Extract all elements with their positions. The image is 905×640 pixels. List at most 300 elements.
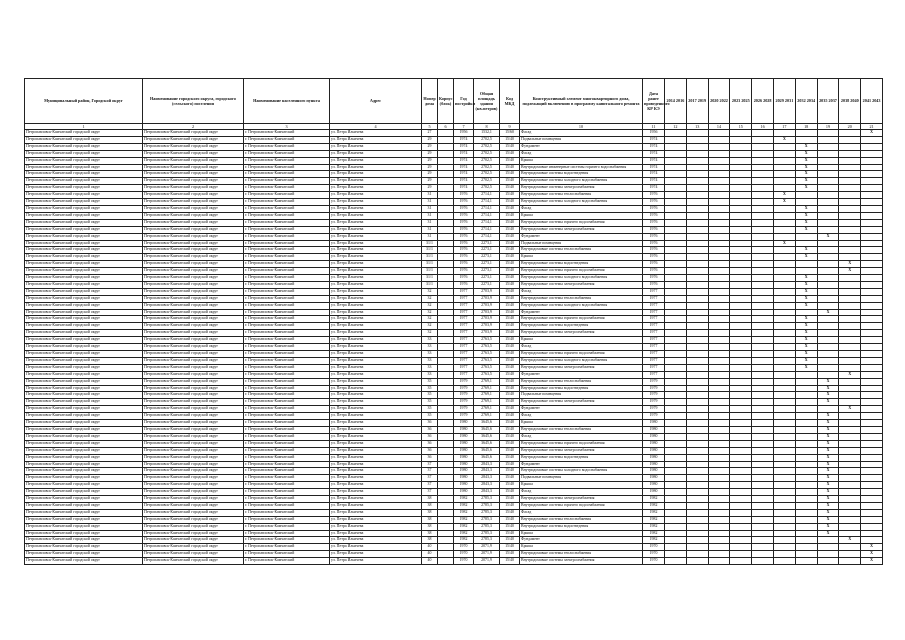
year-built-cell: 1977 [454,309,474,316]
period-mark-cell [861,413,883,420]
period-mark-cell [795,192,817,199]
period-mark-cell [773,330,795,337]
year-built-cell: 1956 [454,130,474,137]
period-mark-cell [665,233,687,240]
address-cell: ул. Петра Ильичева [330,413,422,420]
locality-cell: г. Петропавловск-Камчатский [244,150,330,157]
total-area-cell: 2769,1 [474,413,500,420]
period-mark-cell: X [817,447,839,454]
period-mark-cell [773,468,795,475]
block-cell [438,426,454,433]
year-built-cell: 1980 [454,420,474,427]
locality-cell: г. Петропавловск-Камчатский [244,502,330,509]
period-mark-cell [861,316,883,323]
period-mark-cell [839,344,861,351]
period-mark-cell [773,302,795,309]
period-mark-cell [665,454,687,461]
period-mark-cell [839,516,861,523]
house-number-cell: 35 [422,378,438,385]
period-mark-cell [773,344,795,351]
mkd-code-cell: 15/40 [500,330,520,337]
period-mark-cell [708,178,730,185]
period-mark-cell [839,482,861,489]
table-row [25,337,883,344]
period-mark-cell [839,468,861,475]
period-mark-cell [708,281,730,288]
structural-element-cell: Крыша [520,157,643,164]
period-mark-cell [839,413,861,420]
block-cell [438,544,454,551]
period-mark-cell: X [861,551,883,558]
year-built-cell: 1980 [454,475,474,482]
period-mark-cell [752,185,774,192]
block-cell [438,516,454,523]
period-mark-cell [686,281,708,288]
period-mark-cell: X [795,254,817,261]
block-cell [438,205,454,212]
mkd-code-cell: 15/40 [500,406,520,413]
structural-element-cell: Крыша [520,530,643,537]
period-mark-cell [686,551,708,558]
address-cell: ул. Петра Ильичева [330,295,422,302]
year-built-cell: 1976 [454,233,474,240]
period-mark-cell [665,468,687,475]
period-mark-cell [795,233,817,240]
mkd-code-cell: 15/40 [500,509,520,516]
year-built-cell: 1982 [454,523,474,530]
period-mark-cell [665,530,687,537]
total-area-cell: 2273,1 [474,281,500,288]
period-mark-cell [665,275,687,282]
locality-cell: г. Петропавловск-Камчатский [244,489,330,496]
block-cell [438,240,454,247]
period-mark-cell [773,261,795,268]
previous-repair-date-cell: 1976 [643,192,665,199]
total-area-cell: 3645,6 [474,454,500,461]
period-mark-cell [795,399,817,406]
period-mark-cell [861,364,883,371]
column-header: 2041 2043 [861,79,883,124]
period-mark-cell [752,199,774,206]
period-mark-cell [861,489,883,496]
period-mark-cell [686,496,708,503]
period-mark-cell [686,233,708,240]
period-mark-cell [665,558,687,565]
total-area-cell: 2702,5 [474,171,500,178]
structural-element-cell: Внутридомовые системы электроснабжения [520,281,643,288]
period-mark-cell [752,130,774,137]
period-mark-cell [817,316,839,323]
total-area-cell: 2273,1 [474,261,500,268]
total-area-cell: 2273,1 [474,247,500,254]
period-mark-cell [773,509,795,516]
period-mark-cell: X [795,302,817,309]
period-mark-cell [839,454,861,461]
period-mark-cell [665,385,687,392]
period-mark-cell [752,212,774,219]
period-mark-cell [686,509,708,516]
block-cell [438,502,454,509]
header-row [25,79,883,124]
period-mark-cell [686,150,708,157]
previous-repair-date-cell: 1977 [643,309,665,316]
period-mark-cell [752,461,774,468]
period-mark-cell [795,385,817,392]
structural-element-cell: Внутридомовые системы электроснабжения [520,185,643,192]
locality-cell: г. Петропавловск-Камчатский [244,288,330,295]
period-mark-cell [795,406,817,413]
period-mark-cell [730,420,752,427]
mkd-code-cell: 15/40 [500,226,520,233]
settlement-cell: Петропавловск-Камчатский городской округ [143,226,244,233]
period-mark-cell [686,143,708,150]
period-mark-cell [861,288,883,295]
period-mark-cell [708,185,730,192]
period-mark-cell: X [861,130,883,137]
period-mark-cell: X [795,212,817,219]
period-mark-cell [773,558,795,565]
locality-cell: г. Петропавловск-Камчатский [244,523,330,530]
period-mark-cell [708,502,730,509]
period-mark-cell [839,551,861,558]
house-number-cell: 36 [422,426,438,433]
period-mark-cell: X [795,226,817,233]
mkd-code-cell: 15/40 [500,247,520,254]
period-mark-cell [839,330,861,337]
period-mark-cell [817,247,839,254]
previous-repair-date-cell: 1977 [643,344,665,351]
mkd-code-cell: 15/40 [500,199,520,206]
address-cell: ул. Петра Ильичева [330,205,422,212]
previous-repair-date-cell: 1976 [643,205,665,212]
district-cell: Петропавловск-Камчатский городской округ [25,275,143,282]
period-mark-cell [839,226,861,233]
period-mark-cell [752,164,774,171]
period-mark-cell [795,447,817,454]
column-header: Общая площадь здания (кв.метров) [474,79,500,124]
table-row [25,509,883,516]
period-mark-cell [686,385,708,392]
address-cell: ул. Петра Ильичева [330,461,422,468]
column-header: 2038 2040 [839,79,861,124]
previous-repair-date-cell: 1956 [643,130,665,137]
address-cell: ул. Петра Ильичева [330,309,422,316]
previous-repair-date-cell: 1976 [643,212,665,219]
mkd-code-cell: 15/40 [500,337,520,344]
total-area-cell: 2703,9 [474,302,500,309]
period-mark-cell [817,143,839,150]
total-area-cell: 2785,3 [474,502,500,509]
locality-cell: г. Петропавловск-Камчатский [244,130,330,137]
structural-element-cell: Фундамент [520,309,643,316]
period-mark-cell [730,261,752,268]
block-cell [438,268,454,275]
mkd-code-cell: 15/40 [500,530,520,537]
period-mark-cell [665,330,687,337]
period-mark-cell [665,157,687,164]
previous-repair-date-cell: 1976 [643,226,665,233]
district-cell: Петропавловск-Камчатский городской округ [25,413,143,420]
period-mark-cell [861,351,883,358]
block-cell [438,433,454,440]
period-mark-cell [795,261,817,268]
table-row [25,240,883,247]
table-row [25,530,883,537]
period-mark-cell [839,185,861,192]
period-mark-cell [795,426,817,433]
period-mark-cell [708,143,730,150]
total-area-cell: 2763,5 [474,337,500,344]
period-mark-cell: X [817,420,839,427]
period-mark-cell [708,420,730,427]
mkd-code-cell: 15/40 [500,316,520,323]
period-mark-cell [839,385,861,392]
structural-element-cell: Фасад [520,344,643,351]
period-mark-cell [665,447,687,454]
period-mark-cell [730,392,752,399]
settlement-cell: Петропавловск-Камчатский городской округ [143,247,244,254]
period-mark-cell [839,295,861,302]
period-mark-cell [708,288,730,295]
period-mark-cell [708,309,730,316]
year-built-cell: 1970 [454,558,474,565]
house-number-cell: 33 [422,371,438,378]
period-mark-cell [708,240,730,247]
block-cell [438,392,454,399]
period-mark-cell: X [795,288,817,295]
year-built-cell: 1977 [454,316,474,323]
house-number-cell: 29 [422,136,438,143]
structural-element-cell: Внутридомовые системы электроснабжения [520,558,643,565]
period-mark-cell [708,509,730,516]
table-row [25,558,883,565]
structural-element-cell: Внутридомовые системы теплоснабжения [520,516,643,523]
period-mark-cell [665,316,687,323]
period-mark-cell [752,330,774,337]
period-mark-cell [839,475,861,482]
block-cell [438,261,454,268]
period-mark-cell [752,420,774,427]
address-cell: ул. Петра Ильичева [330,523,422,530]
period-mark-cell [686,171,708,178]
period-mark-cell [708,212,730,219]
house-number-cell: 33 [422,344,438,351]
total-area-cell: 2769,1 [474,378,500,385]
previous-repair-date-cell: 1976 [643,261,665,268]
previous-repair-date-cell: 1979 [643,378,665,385]
address-cell: ул. Петра Ильичева [330,288,422,295]
settlement-cell: Петропавловск-Камчатский городской округ [143,509,244,516]
mkd-code-cell: 15/40 [500,192,520,199]
table-header [25,79,883,130]
period-mark-cell [686,295,708,302]
locality-cell: г. Петропавловск-Камчатский [244,205,330,212]
period-mark-cell [730,219,752,226]
settlement-cell: Петропавловск-Камчатский городской округ [143,489,244,496]
block-cell [438,440,454,447]
period-mark-cell [773,385,795,392]
house-number-cell: 31 [422,199,438,206]
previous-repair-date-cell: 1976 [643,233,665,240]
settlement-cell: Петропавловск-Камчатский городской округ [143,254,244,261]
period-mark-cell [861,157,883,164]
table-row [25,385,883,392]
period-mark-cell [773,413,795,420]
period-mark-cell [730,516,752,523]
column-number: 13 [686,124,708,130]
period-mark-cell [665,337,687,344]
period-mark-cell [730,164,752,171]
total-area-cell: 2785,3 [474,496,500,503]
mkd-code-cell: 15/40 [500,136,520,143]
year-built-cell: 1982 [454,502,474,509]
mkd-code-cell: 15/40 [500,302,520,309]
period-mark-cell [752,426,774,433]
district-cell: Петропавловск-Камчатский городской округ [25,268,143,275]
structural-element-cell: Внутридомовые инженерные системы горячего водоснабжения [520,164,643,171]
period-mark-cell [752,440,774,447]
address-cell: ул. Петра Ильичева [330,447,422,454]
settlement-cell: Петропавловск-Камчатский городской округ [143,351,244,358]
house-number-cell: 31/1 [422,247,438,254]
settlement-cell: Петропавловск-Камчатский городской округ [143,281,244,288]
locality-cell: г. Петропавловск-Камчатский [244,281,330,288]
period-mark-cell [795,136,817,143]
period-mark-cell [686,226,708,233]
house-number-cell: 33 [422,337,438,344]
period-mark-cell [773,433,795,440]
block-cell [438,537,454,544]
structural-element-cell: Фундамент [520,143,643,150]
period-mark-cell [665,281,687,288]
period-mark-cell [773,426,795,433]
district-cell: Петропавловск-Камчатский городской округ [25,406,143,413]
structural-element-cell: Внутридомовые системы электроснабжения [520,226,643,233]
mkd-code-cell: 15/40 [500,551,520,558]
mkd-code-cell: 15/40 [500,157,520,164]
settlement-cell: Петропавловск-Камчатский городской округ [143,171,244,178]
settlement-cell: Петропавловск-Камчатский городской округ [143,558,244,565]
structural-element-cell: Фасад [520,489,643,496]
period-mark-cell [861,385,883,392]
period-mark-cell [752,378,774,385]
period-mark-cell: X [773,136,795,143]
district-cell: Петропавловск-Камчатский городской округ [25,254,143,261]
table-row [25,275,883,282]
mkd-code-cell: 15/40 [500,523,520,530]
block-cell [438,454,454,461]
period-mark-cell [665,364,687,371]
mkd-code-cell: 15/40 [500,447,520,454]
period-mark-cell [730,447,752,454]
period-mark-cell: X [817,516,839,523]
mkd-code-cell: 15/40 [500,323,520,330]
period-mark-cell [665,150,687,157]
period-mark-cell [861,371,883,378]
period-mark-cell [665,399,687,406]
district-cell: Петропавловск-Камчатский городской округ [25,192,143,199]
district-cell: Петропавловск-Камчатский городской округ [25,496,143,503]
address-cell: ул. Петра Ильичева [330,233,422,240]
column-number: 19 [817,124,839,130]
previous-repair-date-cell: 1977 [643,371,665,378]
block-cell [438,323,454,330]
total-area-cell: 2763,5 [474,371,500,378]
district-cell: Петропавловск-Камчатский городской округ [25,509,143,516]
previous-repair-date-cell: 1977 [643,302,665,309]
period-mark-cell [665,551,687,558]
column-header: 2026 2028 [752,79,774,124]
period-mark-cell [773,171,795,178]
period-mark-cell [730,433,752,440]
settlement-cell: Петропавловск-Камчатский городской округ [143,185,244,192]
total-area-cell: 2785,3 [474,530,500,537]
period-mark-cell [773,406,795,413]
period-mark-cell [861,337,883,344]
house-number-cell: 33 [422,364,438,371]
house-number-cell: 38 [422,537,438,544]
period-mark-cell [730,178,752,185]
period-mark-cell [839,130,861,137]
period-mark-cell [708,164,730,171]
period-mark-cell: X [839,268,861,275]
previous-repair-date-cell: 1970 [643,551,665,558]
period-mark-cell [861,136,883,143]
period-mark-cell [730,482,752,489]
period-mark-cell [752,171,774,178]
period-mark-cell [839,440,861,447]
structural-element-cell: Крыша [520,212,643,219]
period-mark-cell: X [817,482,839,489]
period-mark-cell [795,309,817,316]
period-mark-cell [861,247,883,254]
period-mark-cell [752,323,774,330]
total-area-cell: 2703,9 [474,316,500,323]
period-mark-cell: X [817,309,839,316]
period-mark-cell [752,281,774,288]
mkd-code-cell: 15/40 [500,454,520,461]
period-mark-cell [752,275,774,282]
period-mark-cell [752,247,774,254]
period-mark-cell [708,171,730,178]
period-mark-cell [686,537,708,544]
period-mark-cell [686,337,708,344]
district-cell: Петропавловск-Камчатский городской округ [25,482,143,489]
settlement-cell: Петропавловск-Камчатский городской округ [143,413,244,420]
year-built-cell: 1976 [454,199,474,206]
period-mark-cell [839,136,861,143]
period-mark-cell [752,136,774,143]
period-mark-cell [708,344,730,351]
total-area-cell: 3645,6 [474,420,500,427]
period-mark-cell [795,440,817,447]
capital-repair-program-sheet [24,78,882,565]
period-mark-cell [795,461,817,468]
address-cell: ул. Петра Ильичева [330,392,422,399]
district-cell: Петропавловск-Камчатский городской округ [25,261,143,268]
house-number-cell: 31/1 [422,268,438,275]
period-mark-cell [730,351,752,358]
period-mark-cell [665,482,687,489]
table-row [25,302,883,309]
period-mark-cell [795,392,817,399]
period-mark-cell [817,254,839,261]
period-mark-cell [708,482,730,489]
period-mark-cell [665,205,687,212]
year-built-cell: 1977 [454,302,474,309]
period-mark-cell [665,247,687,254]
structural-element-cell: Внутридомовые системы горячего водоснабжения [520,316,643,323]
